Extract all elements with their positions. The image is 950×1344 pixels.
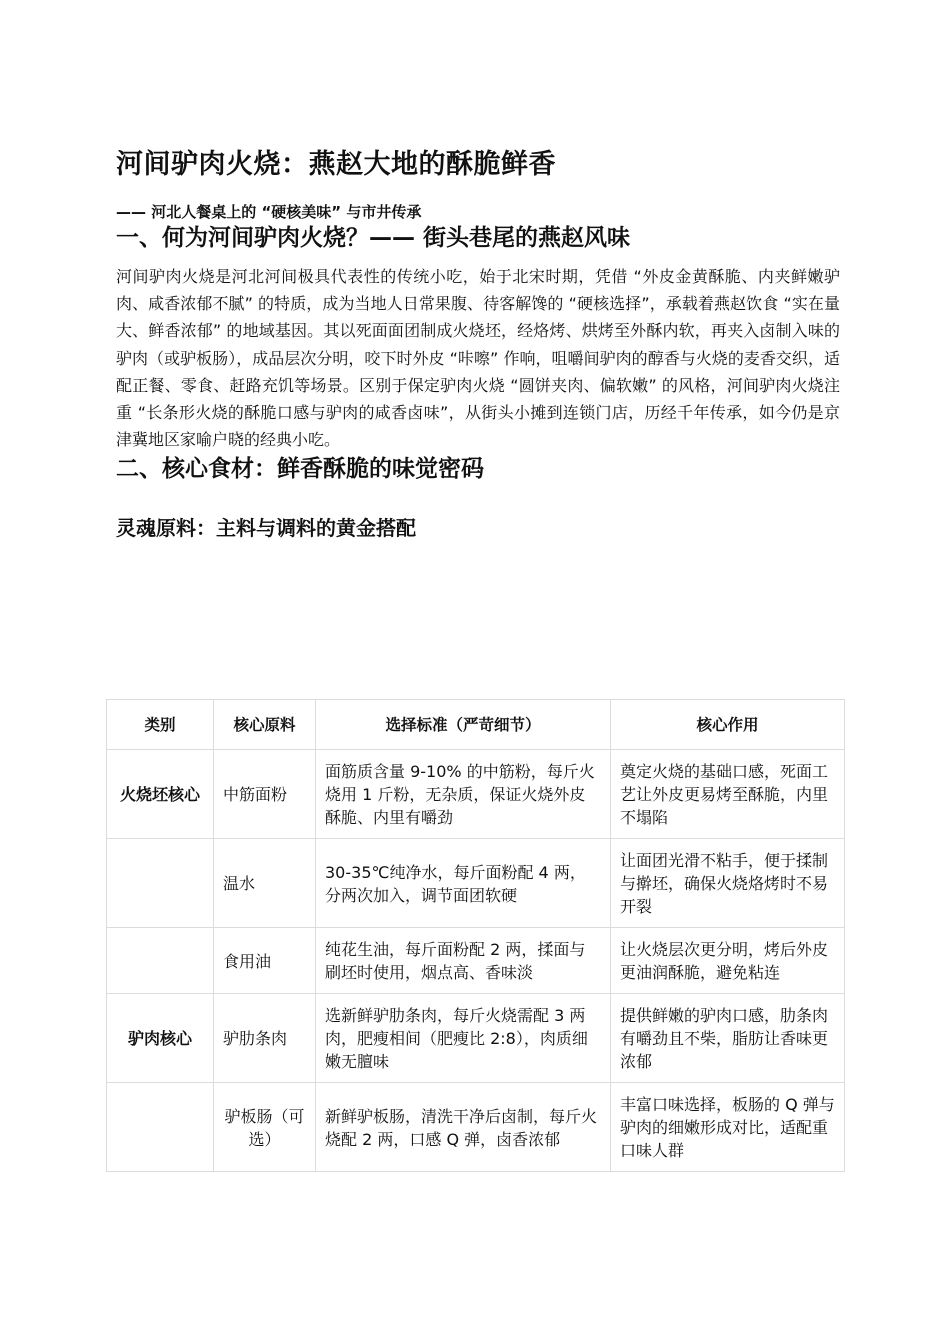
row-category: 火烧坯核心 xyxy=(107,750,214,839)
row-category xyxy=(107,1083,214,1172)
table-row xyxy=(107,1083,845,1172)
document-title: 河间驴肉火烧：燕赵大地的酥脆鲜香 xyxy=(116,149,556,180)
ingredients-table xyxy=(106,699,845,1172)
document-page xyxy=(116,146,840,543)
section-2-heading: 二、核心食材：鲜香酥脆的味觉密码 xyxy=(116,456,484,483)
row-ingredient: 温水 xyxy=(214,839,316,928)
row-standard: 新鲜驴板肠，清洗干净后卤制，每斤火烧配 2 两，口感 Q 弹，卤香浓郁 xyxy=(316,1083,611,1172)
row-ingredient: 驴肋条肉 xyxy=(214,994,316,1083)
section-1-heading: 一、何为河间驴肉火烧？—— 街头巷尾的燕赵风味 xyxy=(116,225,631,251)
row-role: 让火烧层次更分明，烤后外皮更油润酥脆，避免粘连 xyxy=(611,928,845,994)
row-ingredient: 食用油 xyxy=(214,928,316,994)
table-row xyxy=(107,928,845,994)
row-standard: 纯花生油，每斤面粉配 2 两，揉面与刷坯时使用，烟点高、香味淡 xyxy=(316,928,611,994)
header-ingredient: 核心原料 xyxy=(214,700,316,750)
row-category xyxy=(107,839,214,928)
row-role: 丰富口味选择，板肠的 Q 弹与驴肉的细嫩形成对比，适配重口味人群 xyxy=(611,1083,845,1172)
table-row xyxy=(107,994,845,1083)
header-role: 核心作用 xyxy=(611,700,845,750)
section-1-paragraph: 河间驴肉火烧是河北河间极具代表性的传统小吃，始于北宋时期，凭借 “外皮金黄酥脆、内夹鲜嫩驴肉、咸香浓郁不腻” 的特质，成为当地人日常果腹、待客解馋的 “硬核选择”，承载着燕赵饮食 “实在量大、鲜香浓郁” 的地域基因。其以死面面团制成火烧坯，经烙烤、烘烤至外酥内软，再夹入卤制入味的驴肉（或驴板肠），成品层次分明，咬下时外皮 “咔嚓” 作响，咀嚼间驴肉的醇香与火烧的麦香交织，适配正餐、零食、赶路充饥等场景。区别于保定驴肉火烧 “圆饼夹肉、偏软嫩” 的风格，河间驴肉火烧注重 “长条形火烧的酥脆口感与驴肉的咸香卤味”，从街头小摊到连锁门店，历经千年传承，如今仍是京津冀地区家喻户晓的经典小吃。 xyxy=(116,267,840,450)
table-row xyxy=(107,839,845,928)
row-role: 让面团光滑不粘手，便于揉制与擀坯，确保火烧烙烤时不易开裂 xyxy=(611,839,845,928)
row-ingredient: 驴板肠（可选） xyxy=(214,1083,316,1172)
section-2-subheading: 灵魂原料：主料与调料的黄金搭配 xyxy=(116,516,416,541)
table-header-row xyxy=(107,700,845,750)
row-ingredient: 中筋面粉 xyxy=(214,750,316,839)
row-role: 提供鲜嫩的驴肉口感，肋条肉有嚼劲且不柴，脂肪让香味更浓郁 xyxy=(611,994,845,1083)
row-standard: 面筋质含量 9-10% 的中筋粉，每斤火烧用 1 斤粉，无杂质，保证火烧外皮酥脆、内里有嚼劲 xyxy=(316,750,611,839)
document-subtitle: —— 河北人餐桌上的 “硬核美味” 与市井传承 xyxy=(116,203,422,221)
header-standard: 选择标准（严苛细节） xyxy=(316,700,611,750)
header-category: 类别 xyxy=(107,700,214,750)
row-standard: 选新鲜驴肋条肉，每斤火烧需配 3 两肉，肥瘦相间（肥瘦比 2:8），肉质细嫩无膻味 xyxy=(316,994,611,1083)
row-category xyxy=(107,928,214,994)
row-category: 驴肉核心 xyxy=(107,994,214,1083)
row-role: 奠定火烧的基础口感，死面工艺让外皮更易烤至酥脆，内里不塌陷 xyxy=(611,750,845,839)
table-row xyxy=(107,750,845,839)
row-standard: 30-35℃纯净水，每斤面粉配 4 两，分两次加入，调节面团软硬 xyxy=(316,839,611,928)
